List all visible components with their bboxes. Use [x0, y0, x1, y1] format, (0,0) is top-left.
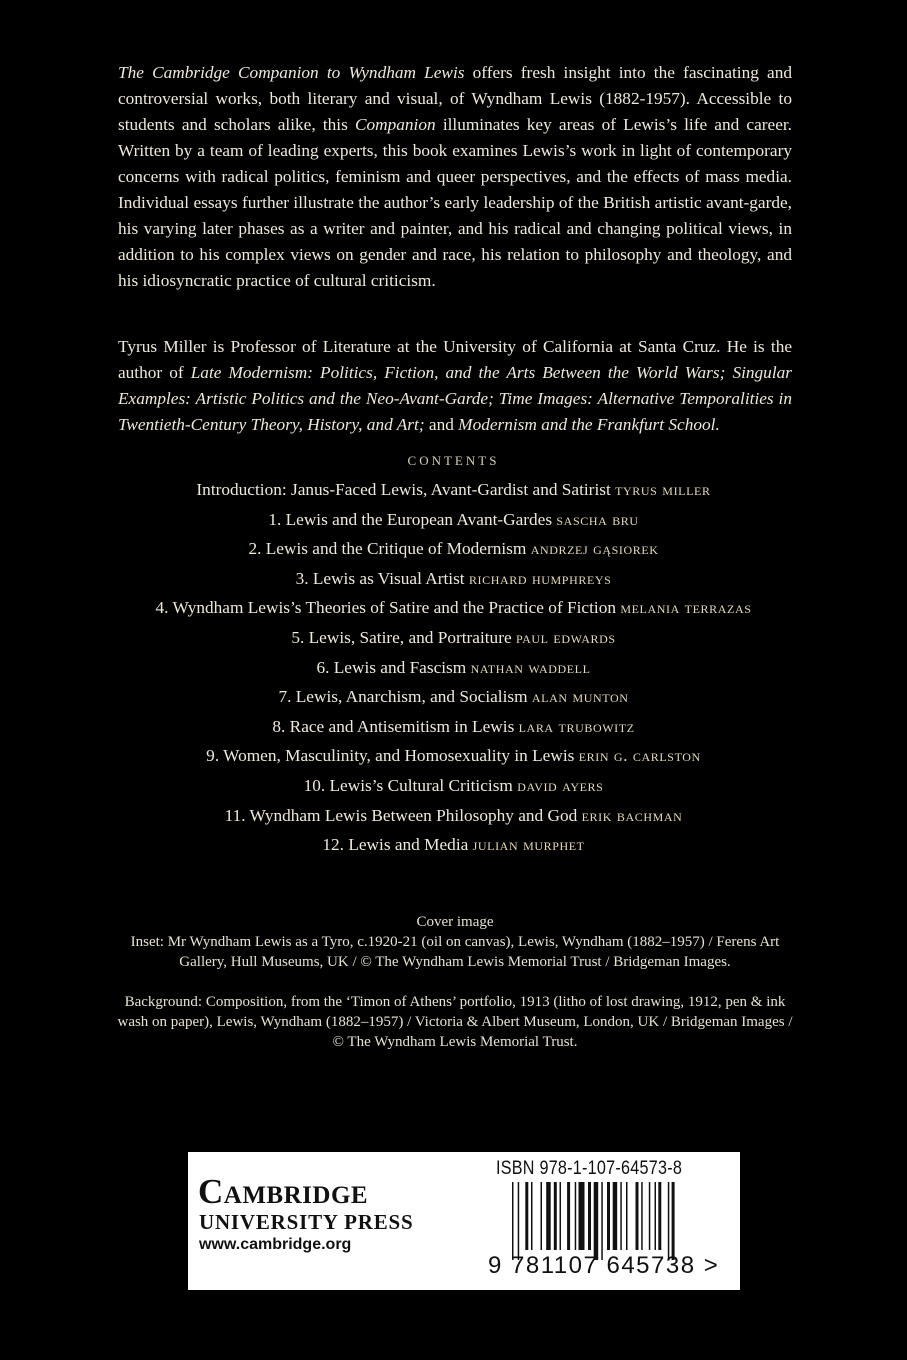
contents-heading: CONTENTS	[407, 453, 500, 468]
body-text: and	[424, 415, 459, 434]
publisher-logo-subtitle: UNIVERSITY PRESS	[199, 1210, 414, 1234]
italic-title-text: Modernism and the Frankfurt School.	[458, 415, 720, 434]
barcode	[498, 1182, 723, 1260]
publisher-barcode-box	[188, 1152, 740, 1290]
contents-entry	[0, 623, 907, 653]
chapter-title: 1. Lewis and the European Avant-Gardes	[268, 509, 553, 529]
barcode-bar	[668, 1182, 670, 1260]
barcode-bar	[641, 1182, 643, 1250]
barcode-bar	[588, 1182, 591, 1250]
chapter-author: alan munton	[531, 687, 629, 707]
contents-entry	[0, 593, 907, 623]
barcode-bar	[541, 1182, 543, 1250]
barcode-bar	[560, 1182, 562, 1250]
chapter-author: david ayers	[517, 775, 604, 795]
credits-heading: Cover image	[416, 914, 494, 930]
body-text: offers fresh insight into the fascinating and controversial works, both literary and visual, of Wyndham Lewis (1882-1957). Accessible to students and scholars alike, this	[118, 63, 792, 134]
barcode-bar	[518, 1182, 520, 1260]
chapter-author: andrzej gąsiorek	[530, 539, 659, 559]
barcode-bar	[601, 1182, 603, 1260]
chapter-title: Introduction: Janus-Faced Lewis, Avant-Gardist and Satirist	[196, 480, 611, 499]
inset-credit: Inset: Mr Wyndham Lewis as a Tyro, c.1920-21 (oil on canvas), Lewis, Wyndham (1882–1957) / Ferens Art Gallery, Hull Museums, UK / © The Wyndham Lewis Memorial Trust / Bridgeman Images.	[130, 934, 780, 970]
chapter-title: 11. Wyndham Lewis Between Philosophy and God	[224, 805, 578, 825]
barcode-bar	[672, 1182, 675, 1260]
barcode-bar	[525, 1182, 528, 1250]
background-credit: Background: Composition, from the ‘Timon of Athens’ portfolio, 1913 (litho of lost drawing, 1912, pen & ink wash on paper), Lewis, Wyndham (1882–1957) / Victoria & Albert Museum, London, UK / Bridgeman Images / © The Wyndham Lewis Memorial Trust.	[117, 994, 793, 1050]
chapter-author: paul edwards	[515, 627, 616, 647]
table-of-contents	[0, 453, 907, 860]
contents-entry	[0, 712, 907, 742]
chapter-title: 9. Women, Masculinity, and Homosexuality in Lewis	[206, 746, 575, 766]
barcode-bar	[567, 1182, 570, 1250]
contents-entry	[0, 830, 907, 860]
barcode-bar	[512, 1182, 514, 1260]
barcode-bar	[655, 1182, 657, 1250]
contents-entry	[0, 505, 907, 535]
contents-entry	[0, 564, 907, 594]
chapter-title: 10. Lewis’s Cultural Criticism	[303, 775, 513, 795]
chapter-title: 4. Wyndham Lewis’s Theories of Satire and the Practice of Fiction	[155, 598, 616, 618]
contents-entry	[0, 682, 907, 712]
barcode-bar	[649, 1182, 651, 1250]
barcode-bar	[594, 1182, 599, 1260]
chapter-author: erin g. carlston	[578, 746, 701, 766]
contents-entry	[0, 534, 907, 564]
barcode-bar	[546, 1182, 551, 1250]
contents-entry	[0, 741, 907, 771]
barcode-bar	[554, 1182, 557, 1250]
chapter-author: tyrus miller	[615, 480, 711, 499]
chapter-title: 12. Lewis and Media	[322, 835, 469, 855]
isbn-label: ISBN 978-1-107-64573-8	[496, 1158, 683, 1179]
barcode-bar	[607, 1182, 610, 1250]
barcode-bar	[626, 1182, 628, 1250]
book-description	[118, 60, 792, 294]
chapter-author: richard humphreys	[468, 568, 612, 588]
contents-entry	[0, 801, 907, 831]
barcode-bar	[636, 1182, 639, 1250]
contents-entry	[0, 771, 907, 801]
body-text: Tyrus Miller is Professor of Literature at the University of California at Santa Cruz. He is the author of	[118, 337, 792, 382]
chapter-author: julian murphet	[472, 835, 585, 855]
barcode-bar	[531, 1182, 533, 1250]
barcode-bar	[575, 1182, 577, 1250]
barcode-bar	[613, 1182, 618, 1250]
chapter-author: lara trubowitz	[518, 716, 635, 736]
chapter-author: sascha bru	[556, 509, 639, 529]
contents-entry	[0, 653, 907, 683]
chapter-title: 8. Race and Antisemitism in Lewis	[272, 716, 515, 736]
chapter-author: erik bachman	[581, 805, 683, 825]
chapter-title: 2. Lewis and the Critique of Modernism	[248, 539, 527, 559]
chapter-title: 7. Lewis, Anarchism, and Socialism	[278, 687, 528, 707]
body-text: illuminates key areas of Lewis’s life and career. Written by a team of leading experts, this book examines Lewis’s work in light of contemporary concerns with radical politics, feminism and queer perspectives, and the effects of mass media. Individual essays further illustrate the author’s early leadership of the British artistic avant-garde, his varying later phases as a writer and painter, and his radical and changing political views, in addition to his complex views on gender and race, his relation to philosophy and theology, and his idiosyncratic practice of cultural criticism.	[118, 115, 792, 290]
barcode-bar	[620, 1182, 622, 1250]
ean-digits: 9 781107 645738 >	[488, 1252, 720, 1279]
chapter-title: 3. Lewis as Visual Artist	[295, 568, 465, 588]
italic-title-text: The Cambridge Companion to Wyndham Lewis	[118, 63, 465, 82]
barcode-bar	[658, 1182, 661, 1250]
italic-title-text: Late Modernism: Politics, Fiction, and the Arts Between the World Wars; Singular Examples: Artistic Politics and the Neo-Avant-Garde; Time Images: Alternative Temporalities in Twentieth-Century Theory, History, and Art;	[118, 363, 792, 434]
chapter-title: 5. Lewis, Satire, and Portraiture	[291, 627, 512, 647]
italic-title-text: Companion	[354, 115, 436, 134]
barcode-bar	[579, 1182, 585, 1250]
contents-entry	[0, 475, 907, 505]
cover-credits	[110, 912, 800, 1072]
publisher-logo-name: Cambridge	[198, 1172, 369, 1211]
chapter-author: melania terrazas	[620, 598, 752, 618]
publisher-url[interactable]: www.cambridge.org	[199, 1236, 352, 1253]
chapter-author: nathan waddell	[470, 657, 591, 677]
editor-bio	[118, 334, 792, 438]
chapter-title: 6. Lewis and Fascism	[316, 657, 467, 677]
